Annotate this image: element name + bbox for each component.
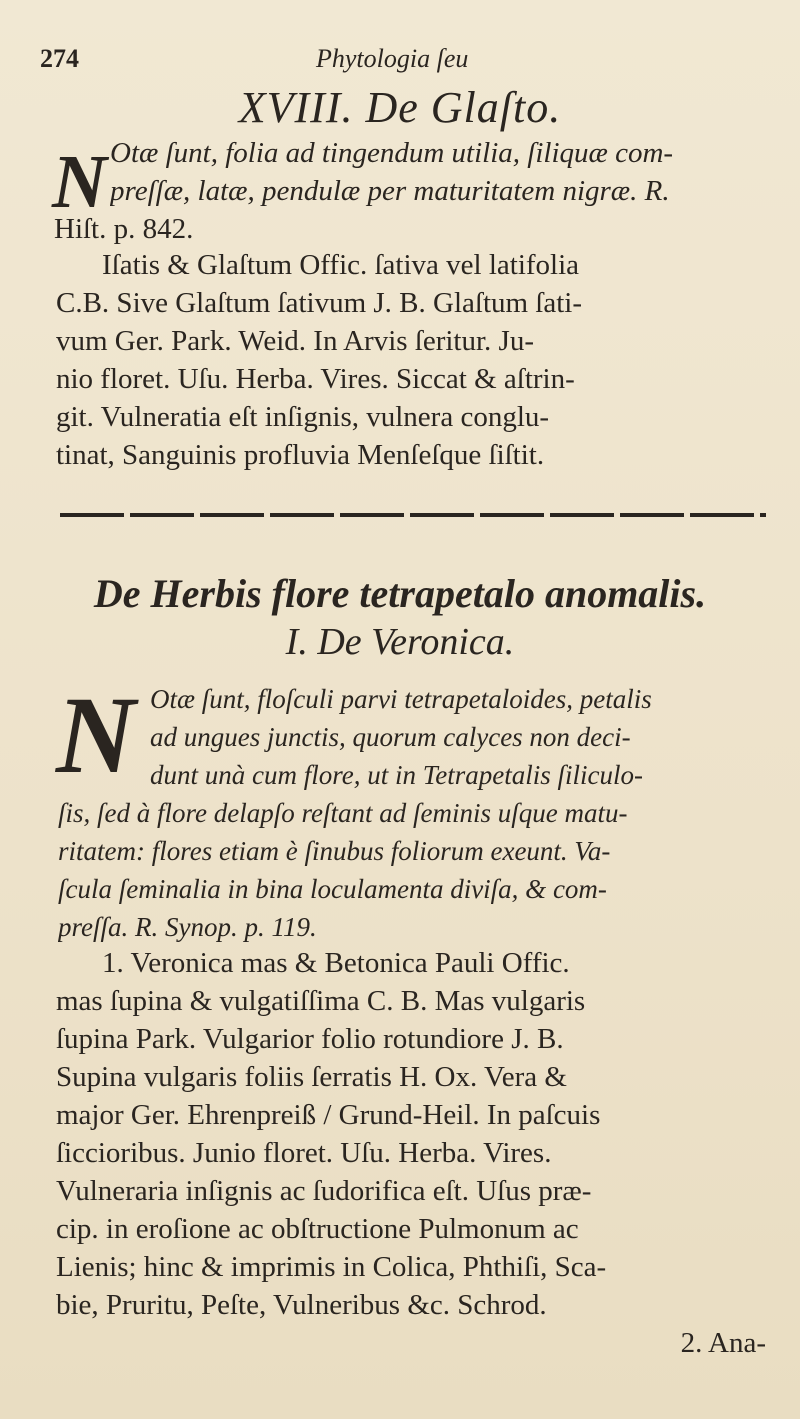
section-subtitle-veronica: I. De Veronica. bbox=[285, 621, 515, 663]
running-title: Phytologia ſeu bbox=[316, 44, 469, 73]
notae-line: Otæ ſunt, folia ad tingendum utilia, ſiliquæ com- bbox=[110, 137, 674, 169]
catchword: 2. Ana- bbox=[680, 1327, 766, 1359]
notae-section1-a bbox=[110, 134, 770, 210]
body-line: ſiccioribus. Junio floret. Uſu. Herba. Vires. bbox=[56, 1137, 552, 1169]
body-section2 bbox=[56, 944, 766, 1324]
section-title-anomalis: De Herbis flore tetrapetalo anomalis. bbox=[93, 571, 707, 616]
section-title-glasto: XVIII. De Glaſto. bbox=[238, 83, 562, 132]
notae-line: ſis, ſed à flore delapſo reſtant ad ſeminis uſque matu- bbox=[58, 798, 628, 828]
notae-line: ritatem: flores etiam è ſinubus foliorum exeunt. Va- bbox=[58, 836, 611, 866]
body-line: bie, Pruritu, Peſte, Vulneribus &c. Schrod. bbox=[56, 1289, 547, 1321]
body-section1 bbox=[56, 246, 766, 474]
body-line: major Ger. Ehrenpreiß / Grund-Heil. In paſcuis bbox=[56, 1099, 601, 1131]
notae-section2-b bbox=[58, 794, 768, 946]
body-line: tinat, Sanguinis profluvia Menſeſque ſiſtit. bbox=[56, 439, 545, 471]
dropcap-section2: N bbox=[56, 674, 136, 796]
body-line: 1. Veronica mas & Betonica Pauli Offic. bbox=[102, 947, 570, 979]
body-line: git. Vulneratia eſt inſignis, vulnera conglu- bbox=[56, 401, 550, 433]
body-line: ſupina Park. Vulgarior folio rotundiore J. B. bbox=[56, 1023, 564, 1055]
body-line: vum Ger. Park. Weid. In Arvis ſeritur. Ju- bbox=[56, 325, 534, 357]
dropcap-section1: N bbox=[52, 140, 107, 224]
catchword-block bbox=[520, 1324, 766, 1362]
body-line: C.B. Sive Glaſtum ſativum J. B. Glaſtum ſati- bbox=[56, 287, 583, 319]
notae-line: dunt unà cum flore, ut in Tetrapetalis ſiliculo- bbox=[150, 760, 643, 790]
notae-line: ſcula ſeminalia in bina loculamenta diviſa, & com- bbox=[58, 874, 607, 904]
notae-line: Hiſt. p. 842. bbox=[54, 213, 194, 245]
body-line: nio floret. Uſu. Herba. Vires. Siccat & aſtrin- bbox=[56, 363, 575, 395]
notae-section2-a bbox=[150, 680, 770, 794]
notae-line: ad ungues junctis, quorum calyces non deci- bbox=[150, 722, 631, 752]
body-line: Vulneraria inſignis ac ſudorifica eſt. Uſus præ- bbox=[56, 1175, 592, 1207]
body-line: cip. in eroſione ac obſtructione Pulmonum ac bbox=[56, 1213, 579, 1245]
notae-section1-b bbox=[54, 210, 764, 248]
page-header bbox=[40, 40, 760, 80]
body-line: Iſatis & Glaſtum Offic. ſativa vel latifolia bbox=[102, 249, 580, 281]
notae-line: preſſæ, latæ, pendulæ per maturitatem nigræ. R. bbox=[110, 175, 670, 207]
divider-rule bbox=[60, 513, 766, 517]
notae-line: preſſa. R. Synop. p. 119. bbox=[58, 912, 317, 942]
notae-line: Otæ ſunt, floſculi parvi tetrapetaloides, petalis bbox=[150, 684, 652, 714]
body-line: Supina vulgaris foliis ſerratis H. Ox. Vera & bbox=[56, 1061, 567, 1093]
page-number: 274 bbox=[40, 44, 79, 73]
body-line: mas ſupina & vulgatiſſima C. B. Mas vulgaris bbox=[56, 985, 586, 1017]
body-line: Lienis; hinc & imprimis in Colica, Phthiſi, Sca- bbox=[56, 1251, 607, 1283]
